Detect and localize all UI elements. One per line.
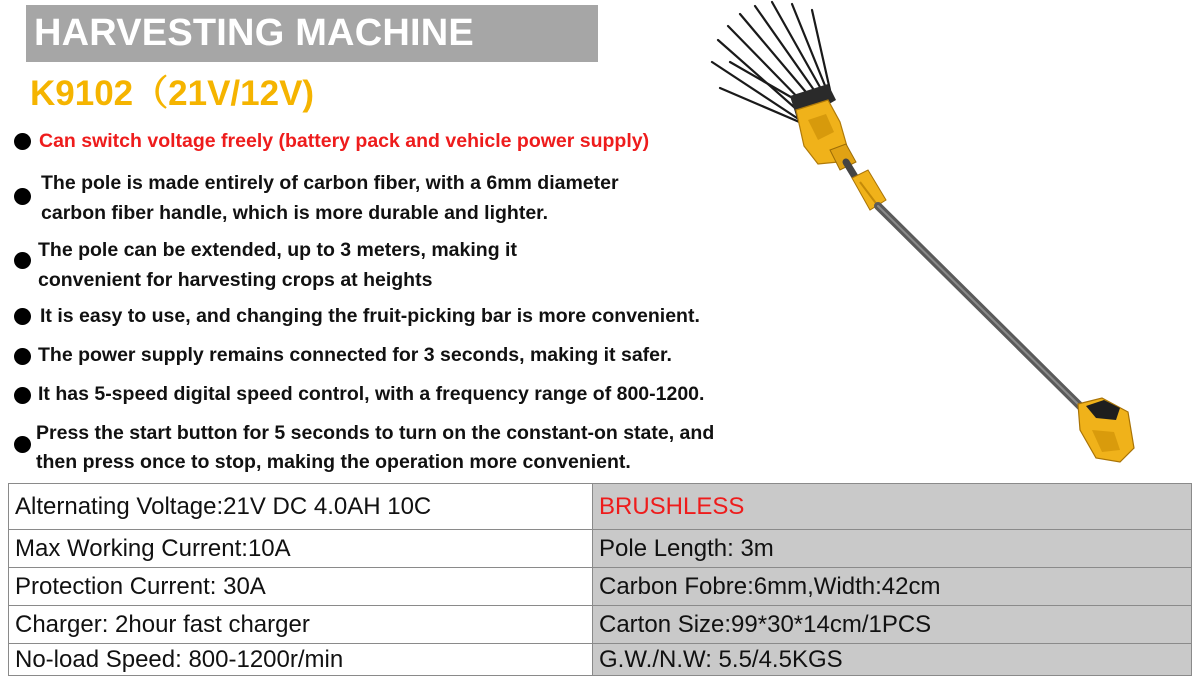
- bullet-dot-icon: [14, 252, 31, 269]
- spec-table: [8, 483, 1192, 676]
- bullet-dot-icon: [14, 436, 31, 453]
- spec-pole-length: Pole Length: 3m: [593, 530, 1192, 568]
- spec-motor-type: BRUSHLESS: [593, 484, 1192, 530]
- feature-text: It is easy to use, and changing the fruit-picking bar is more convenient.: [40, 305, 700, 327]
- spec-protection-current: Protection Current: 30A: [9, 568, 593, 606]
- spec-voltage: Alternating Voltage:21V DC 4.0AH 10C: [9, 484, 593, 530]
- feature-text: Can switch voltage freely (battery pack and vehicle power supply): [39, 130, 650, 152]
- bullet-dot-icon: [14, 348, 31, 365]
- table-row: [9, 644, 1192, 676]
- table-row: [9, 530, 1192, 568]
- spec-charger: Charger: 2hour fast charger: [9, 606, 593, 644]
- feature-text: carbon fiber handle, which is more durable and lighter.: [41, 202, 549, 224]
- feature-text: It has 5-speed digital speed control, with a frequency range of 800-1200.: [38, 383, 705, 405]
- feature-text: The pole is made entirely of carbon fiber, with a 6mm diameter: [41, 172, 619, 194]
- spec-weight: G.W./N.W: 5.5/4.5KGS: [593, 644, 1192, 676]
- feature-text: The pole can be extended, up to 3 meters, making it: [38, 239, 517, 261]
- spec-carbon-fibre: Carbon Fobre:6mm,Width:42cm: [593, 568, 1192, 606]
- spec-max-current: Max Working Current:10A: [9, 530, 593, 568]
- table-row: [9, 568, 1192, 606]
- bullet-dot-icon: [14, 188, 31, 205]
- harvesting-machine-illustration: [700, 0, 1180, 470]
- bullet-dot-icon: [14, 133, 31, 150]
- feature-text: convenient for harvesting crops at heights: [38, 269, 433, 291]
- feature-text: Press the start button for 5 seconds to turn on the constant-on state, and: [36, 422, 715, 444]
- table-row: [9, 606, 1192, 644]
- table-row: [9, 484, 1192, 530]
- page-title: HARVESTING MACHINE: [26, 5, 598, 62]
- bullet-dot-icon: [14, 387, 31, 404]
- feature-text: then press once to stop, making the operation more convenient.: [36, 451, 631, 473]
- spec-carton-size: Carton Size:99*30*14cm/1PCS: [593, 606, 1192, 644]
- spec-no-load-speed: No-load Speed: 800-1200r/min: [9, 644, 593, 676]
- model-number: K9102（21V/12V): [30, 74, 315, 113]
- feature-text: The power supply remains connected for 3 seconds, making it safer.: [38, 344, 672, 366]
- bullet-dot-icon: [14, 308, 31, 325]
